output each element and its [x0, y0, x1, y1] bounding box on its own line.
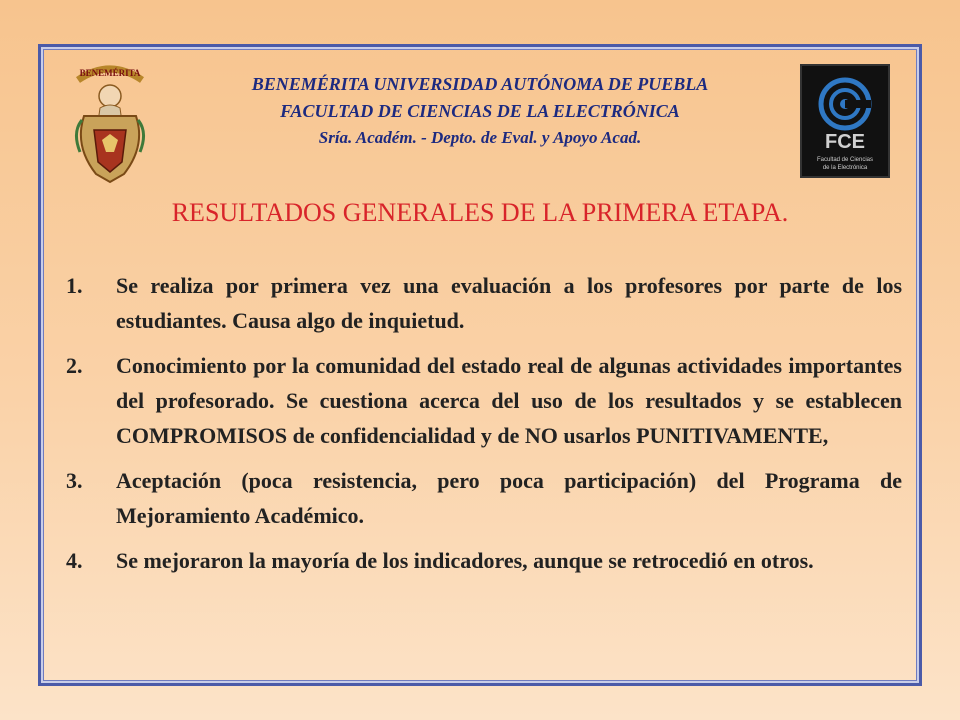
- list-item-number: 3.: [66, 468, 83, 493]
- list-item: [66, 348, 902, 453]
- list-item-text: Conocimiento por la comunidad del estado real de algunas actividades importantes del profesorado. Se cuestiona acerca del uso de los resultados y se establecen COMPROMISOS de confidencialidad y de NO usarlos PUNITIVAMENTE,: [116, 353, 902, 448]
- list-item: [66, 543, 902, 578]
- list-item-number: 2.: [66, 353, 83, 378]
- results-list: [66, 268, 902, 588]
- university-name: BENEMÉRITA UNIVERSIDAD AUTÓNOMA DE PUEBLA: [251, 74, 709, 94]
- fce-logo-subtext-1: Facultad de Ciencias: [816, 157, 874, 163]
- list-item-number: 4.: [66, 548, 83, 573]
- list-item-text: Aceptación (poca resistencia, pero poca participación) del Programa de Mejoramiento Académico.: [116, 468, 902, 528]
- list-item: [66, 463, 902, 533]
- crest-lettering: BENEMÉRITA: [79, 68, 141, 78]
- fce-logo-subtext-2: de la Electrónica: [822, 165, 868, 171]
- faculty-name: FACULTAD DE CIENCIAS DE LA ELECTRÓNICA: [280, 101, 680, 121]
- department-name: Sría. Académ. - Depto. de Eval. y Apoyo Acad.: [318, 128, 642, 147]
- list-item-text: Se mejoraron la mayoría de los indicadores, aunque se retrocedió en otros.: [116, 548, 814, 573]
- list-item: [66, 268, 902, 338]
- list-item-number: 1.: [66, 273, 83, 298]
- slide-title: RESULTADOS GENERALES DE LA PRIMERA ETAPA.: [171, 198, 789, 227]
- fce-logo-text: FCE: [825, 131, 865, 153]
- list-item-text: Se realiza por primera vez una evaluación a los profesores por parte de los estudiantes. Causa algo de inquietud.: [116, 273, 902, 333]
